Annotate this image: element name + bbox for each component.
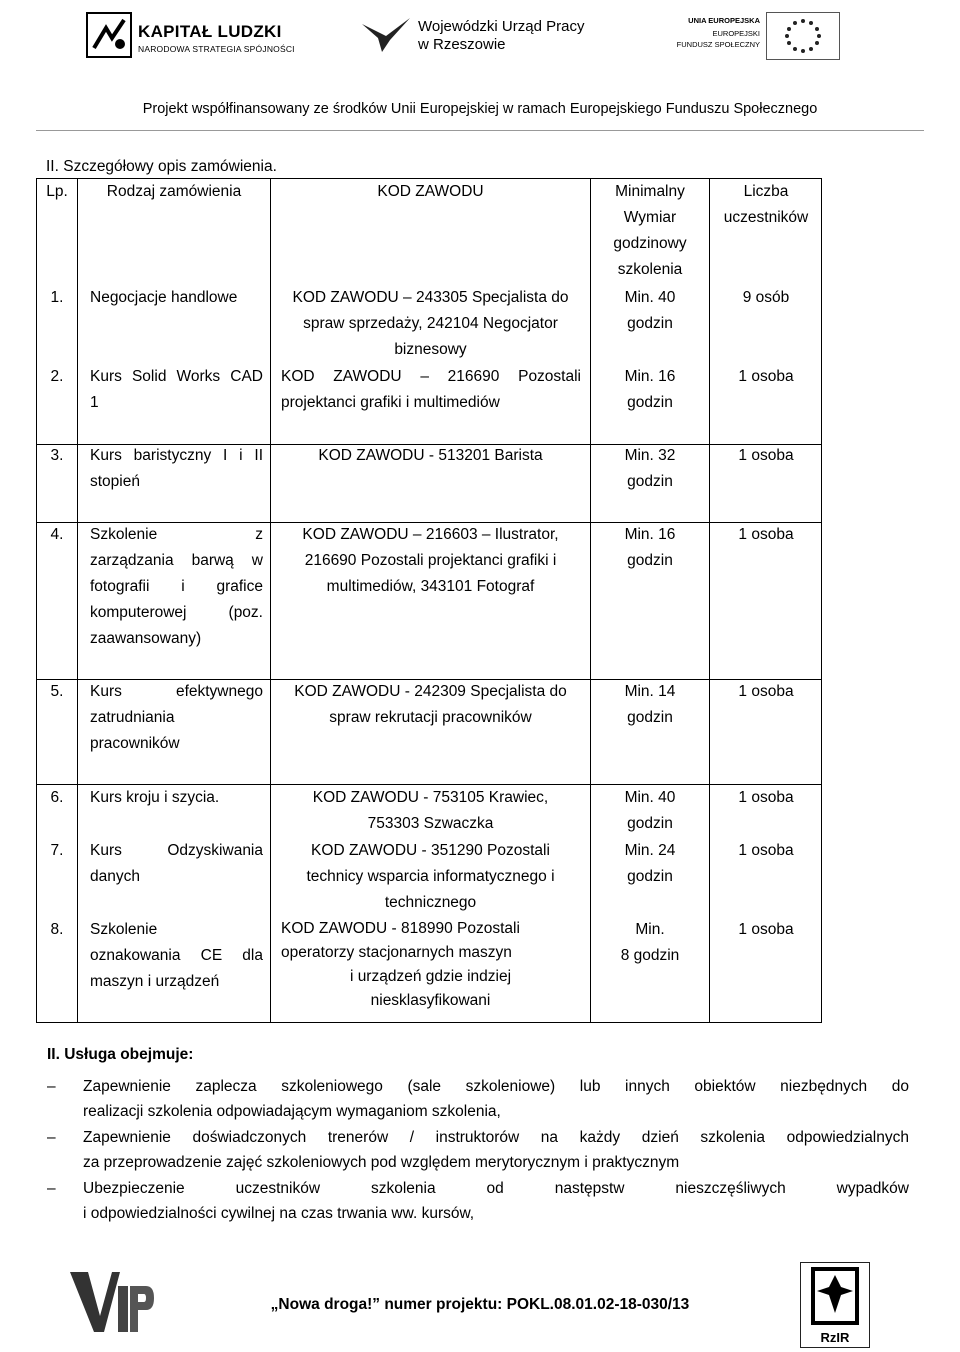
eu-efs-logo — [668, 12, 848, 58]
logo-left-subtitle: NARODOWA STRATEGIA SPÓJNOŚCI — [138, 44, 295, 54]
row4-wymiar: Min. 16 godzin — [624, 526, 676, 569]
rzir-cross-icon — [801, 1265, 869, 1327]
logo-mid-line1: Wojewódzki Urząd Pracy — [418, 18, 585, 35]
row1-liczba: 9 osób — [742, 289, 790, 306]
row4-rodzaj: Szkolenie z zarządzania barwą w fotografii i grafice komputerowej (poz. zaawansowany) — [90, 526, 263, 647]
kapital-ludzki-logo — [86, 10, 301, 60]
row5-kod: KOD ZAWODU - 242309 Specjalista do spraw rekrutacji pracowników — [294, 683, 567, 726]
logo-right-line3: FUNDUSZ SPOŁECZNY — [676, 40, 760, 49]
kapital-ludzki-emblem-icon — [86, 12, 132, 58]
service-item-2: – Zapewnienie doświadczonych trenerów / instruktorów na każdy dzień szkolenia odpowiedzialnych za przeprowadzenie zajęć szkoleniowych pod względem merytorycznym i praktycznym — [47, 1125, 909, 1177]
row8-rodzaj: Szkolenie oznakowania CE dla maszyn i urządzeń — [90, 921, 263, 990]
row6-wymiar: Min. 40 godzin — [624, 789, 676, 832]
logo-left-title: KAPITAŁ LUDZKI — [138, 22, 282, 41]
row2-liczba: 1 osoba — [738, 368, 794, 385]
row8-wymiar: Min. 8 godzin — [620, 921, 680, 964]
row4-liczba: 1 osoba — [738, 526, 794, 543]
dash-bullet-icon: – — [47, 1180, 56, 1197]
row8-kod: KOD ZAWODU - 818990 Pozostali operatorzy stacjonarnych maszyn i urządzeń gdzie indziej niesklasyfikowani — [281, 920, 520, 1009]
row1-lp: 1. — [50, 289, 64, 306]
rzir-logo — [800, 1262, 870, 1348]
project-cofinancing-line: Projekt współfinansowany ze środków Unii Europejskiej w ramach Europejskiego Funduszu Społecznego — [142, 101, 818, 117]
row2-wymiar: Min. 16 godzin — [624, 368, 676, 411]
rzir-logo-text: RzIR — [820, 1330, 850, 1345]
header-divider — [36, 130, 924, 131]
row6-liczba: 1 osoba — [738, 789, 794, 806]
row1-wymiar: Min. 40 godzin — [624, 289, 676, 332]
row4-kod: KOD ZAWODU – 216603 – Ilustrator, 216690 Pozostali projektanci grafiki i multimediów, 343101 Fotograf — [302, 526, 559, 595]
row2-rodzaj: Kurs Solid Works CAD 1 — [90, 368, 263, 411]
services-section-title: II. Usługa obejmuje: — [47, 1046, 194, 1063]
row6-rodzaj: Kurs kroju i szycia. — [90, 789, 220, 806]
service-item-3: – Ubezpieczenie uczestników szkolenia od następstw nieszczęśliwych wypadków i odpowiedzialności cywilnej na czas trwania ww. kursów, — [47, 1176, 909, 1228]
row4-lp: 4. — [50, 526, 64, 543]
service-item-1: – Zapewnienie zaplecza szkoleniowego (sale szkoleniowe) lub innych obiektów niezbędnych do realizacji szkolenia odpowiadającym wymaganiom szkolenia, — [47, 1074, 909, 1126]
logo-right-line2: EUROPEJSKI — [712, 29, 760, 38]
row7-lp: 7. — [50, 842, 64, 859]
row3-rodzaj: Kurs baristyczny I i II stopień — [90, 447, 263, 490]
wup-rzeszow-logo — [360, 10, 600, 60]
row7-wymiar: Min. 24 godzin — [624, 842, 676, 885]
row1-kod: KOD ZAWODU – 243305 Specjalista do spraw sprzedaży, 242104 Negocjator biznesowy — [292, 289, 569, 358]
header-rodzaj: Rodzaj zamówienia — [106, 183, 242, 200]
logo-right-line1: UNIA EUROPEJSKA — [688, 16, 760, 25]
row2-lp: 2. — [50, 368, 64, 385]
dash-bullet-icon: – — [47, 1129, 56, 1146]
row7-rodzaj: Kurs Odzyskiwania danych — [90, 842, 263, 885]
row5-liczba: 1 osoba — [738, 683, 794, 700]
row5-rodzaj: Kurs efektywnego zatrudniania pracowników — [90, 683, 263, 752]
row3-kod: KOD ZAWODU - 513201 Barista — [318, 447, 543, 464]
dash-bullet-icon: – — [47, 1078, 56, 1095]
logo-mid-line2: w Rzeszowie — [418, 36, 506, 53]
row3-wymiar: Min. 32 godzin — [624, 447, 676, 490]
row8-lp: 8. — [50, 921, 64, 938]
row2-kod: KOD ZAWODU – 216690 Pozostali projektanci grafiki i multimediów — [281, 368, 581, 411]
row6-lp: 6. — [50, 789, 64, 806]
section-title: II. Szczegółowy opis zamówienia. — [46, 158, 277, 175]
eu-flag-icon — [766, 12, 840, 60]
row3-liczba: 1 osoba — [738, 447, 794, 464]
table-col-divider — [77, 179, 78, 1022]
row8-liczba: 1 osoba — [738, 921, 794, 938]
wup-bird-icon — [360, 14, 412, 54]
row5-lp: 5. — [50, 683, 64, 700]
row6-kod: KOD ZAWODU - 753105 Krawiec, 753303 Szwaczka — [312, 789, 549, 832]
header-liczba: Liczba uczestników — [723, 183, 809, 226]
row3-lp: 3. — [50, 447, 64, 464]
order-details-table — [36, 178, 822, 1023]
header-lp: Lp. — [46, 183, 68, 200]
row5-wymiar: Min. 14 godzin — [624, 683, 676, 726]
footer-project-number: „Nowa droga!” numer projektu: POKL.08.01.02-18-030/13 — [270, 1296, 690, 1313]
row1-rodzaj: Negocjacje handlowe — [90, 289, 238, 306]
row7-kod: KOD ZAWODU - 351290 Pozostali technicy wsparcia informatycznego i technicznego — [306, 842, 555, 911]
header-wymiar: Minimalny Wymiar godzinowy szkolenia — [613, 183, 687, 278]
row7-liczba: 1 osoba — [738, 842, 794, 859]
header-kod: KOD ZAWODU — [377, 183, 484, 200]
